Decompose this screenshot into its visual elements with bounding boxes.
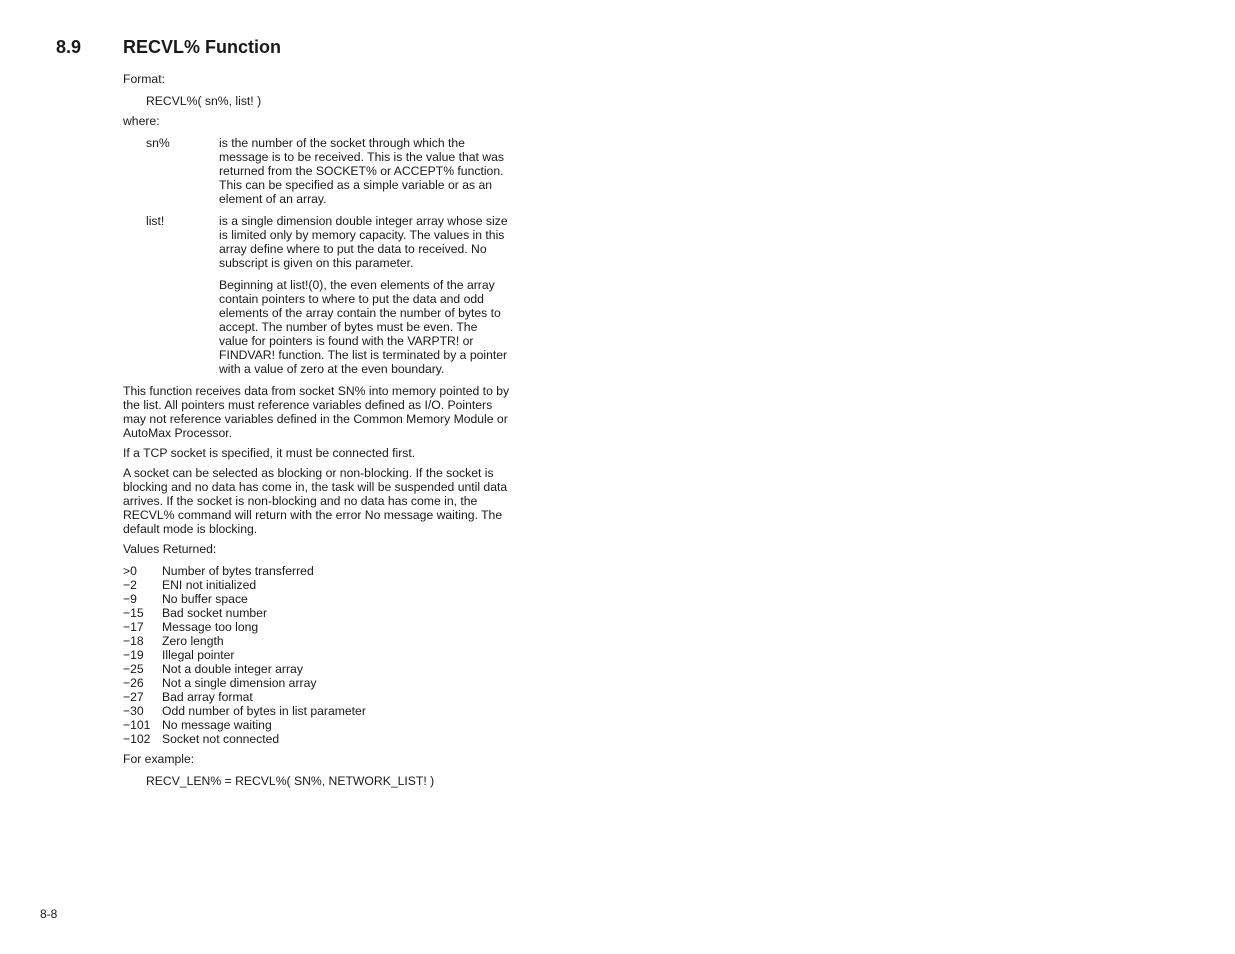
value-row xyxy=(123,704,513,718)
function-body xyxy=(123,72,513,788)
value-row xyxy=(123,620,513,634)
return-description: Bad socket number xyxy=(162,606,268,620)
return-description: Not a double integer array xyxy=(162,662,303,676)
value-row xyxy=(123,606,513,620)
example-label: For example: xyxy=(123,752,195,766)
value-row xyxy=(123,648,513,662)
value-row xyxy=(123,634,513,648)
value-row xyxy=(123,718,513,732)
return-code: −9 xyxy=(123,592,137,606)
return-code: −30 xyxy=(123,704,144,718)
format-label: Format: xyxy=(123,72,165,86)
format-code: RECVL%( sn%, list! ) xyxy=(146,94,262,108)
return-description: ENI not initialized xyxy=(162,578,257,592)
parameter-list xyxy=(123,136,513,376)
return-description: Not a single dimension array xyxy=(162,676,317,690)
param-description-text: Beginning at list!(0), the even elements of the array contain pointers to where to put the data and odd elements of the array contain the number of bytes to accept. The number of bytes must be even. The value for pointers is found with the VARPTR! or FINDVAR! function. The list is terminated by a pointer with a value of zero at the even boundary. xyxy=(219,278,508,376)
param-description xyxy=(219,214,509,376)
param-row xyxy=(123,136,513,206)
return-code: −102 xyxy=(123,732,151,746)
param-description-text: is the number of the socket through which the message is to be received. This is the value that was returned from the SOCKET% or ACCEPT% function. This can be specified as a simple variable or as an element of an array. xyxy=(219,136,504,206)
values-returned-list xyxy=(123,564,513,746)
section-number: 8.9 xyxy=(56,37,82,57)
return-description: Illegal pointer xyxy=(162,648,235,662)
return-description: Number of bytes transferred xyxy=(162,564,314,578)
value-row xyxy=(123,592,513,606)
return-code: −2 xyxy=(123,578,137,592)
body-paragraph: If a TCP socket is specified, it must be connected first. xyxy=(123,446,416,460)
return-description: No buffer space xyxy=(162,592,248,606)
body-paragraph: A socket can be selected as blocking or non-blocking. If the socket is blocking and no data has come in, the task will be suspended until data arrives. If the socket is non-blocking and no data has come in, the RECVL% command will return with the error No message waiting. The default mode is blocking. xyxy=(123,466,508,536)
value-row xyxy=(123,564,513,578)
value-row xyxy=(123,578,513,592)
return-description: Bad array format xyxy=(162,690,253,704)
return-description: Zero length xyxy=(162,634,224,648)
value-row xyxy=(123,662,513,676)
return-code: −101 xyxy=(123,718,151,732)
return-code: −19 xyxy=(123,648,144,662)
return-code: −18 xyxy=(123,634,144,648)
return-code: −25 xyxy=(123,662,144,676)
values-returned-label: Values Returned: xyxy=(123,542,217,556)
return-code: −15 xyxy=(123,606,144,620)
value-row xyxy=(123,690,513,704)
param-description-text: is a single dimension double integer array whose size is limited only by memory capacity. The values in this array define where to put the data to received. No subscript is given on this parameter. xyxy=(219,214,508,270)
value-row xyxy=(123,732,513,746)
section-title: RECVL% Function xyxy=(123,37,281,57)
return-code: −26 xyxy=(123,676,144,690)
param-name: sn% xyxy=(146,136,170,150)
value-row xyxy=(123,676,513,690)
example-code: RECV_LEN% = RECVL%( SN%, NETWORK_LIST! ) xyxy=(146,774,435,788)
body-paragraph: This function receives data from socket SN% into memory pointed to by the list. All pointers must reference variables defined as I/O. Pointers may not reference variables defined in the Common Memory Module or AutoMax Processor. xyxy=(123,384,510,440)
param-description xyxy=(219,136,509,206)
param-row xyxy=(123,214,513,376)
section-heading xyxy=(56,37,281,58)
return-description: Message too long xyxy=(162,620,259,634)
return-description: No message waiting xyxy=(162,718,272,732)
page-number: 8-8 xyxy=(40,907,58,921)
return-code: −27 xyxy=(123,690,144,704)
return-code: >0 xyxy=(123,564,137,578)
return-description: Socket not connected xyxy=(162,732,280,746)
param-name: list! xyxy=(146,214,165,228)
return-code: −17 xyxy=(123,620,144,634)
return-description: Odd number of bytes in list parameter xyxy=(162,704,366,718)
where-label: where: xyxy=(123,114,160,128)
